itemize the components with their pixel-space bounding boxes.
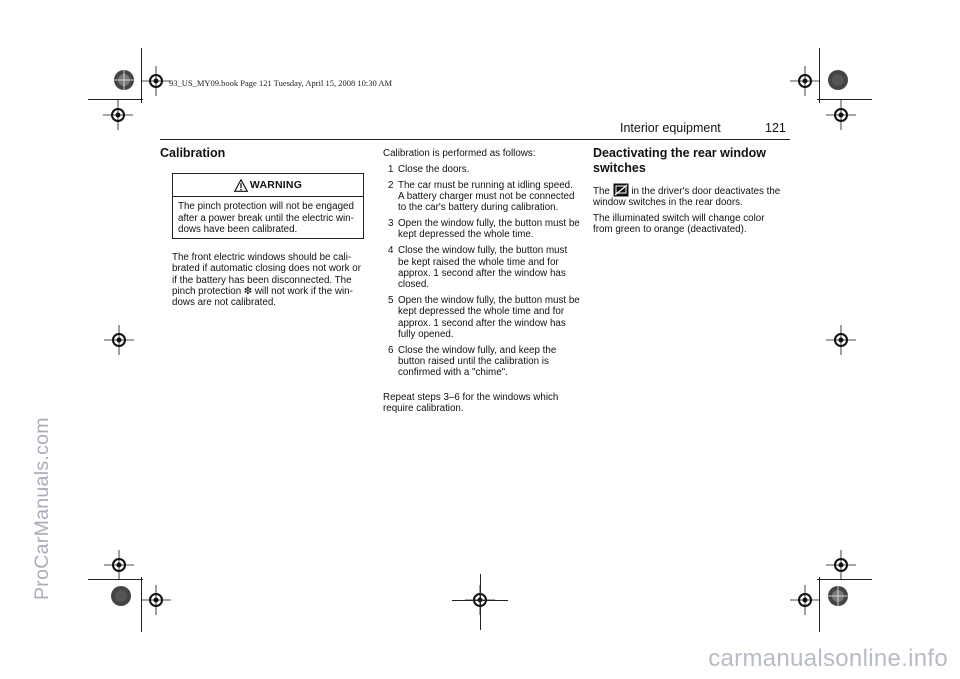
registration-target-icon xyxy=(826,550,856,580)
registration-target-icon xyxy=(141,66,171,96)
warning-header xyxy=(173,174,363,197)
list-item xyxy=(388,295,580,340)
registration-target-icon xyxy=(826,325,856,355)
step-text: Close the doors. xyxy=(398,164,470,175)
list-item xyxy=(388,180,580,214)
step-text: Close the window fully, and keep the button raised until the calibration is confirmed with a "chime". xyxy=(398,344,557,379)
book-meta: 93_US_MY09.book Page 121 Tuesday, April 15, 2008 10:30 AM xyxy=(169,78,393,88)
step-number: 6 xyxy=(388,344,394,356)
pinch-protection-icon: ❇ xyxy=(243,285,253,297)
paragraph-text: The front electric windows should be cali-brated if automatic closing does not work or if the battery has been disconnected. The pinch protection xyxy=(172,252,361,297)
step-number: 3 xyxy=(388,218,394,230)
step-text: Close the window fully, the button must be kept raised the whole time and for approx. 1 second after the window has closed. xyxy=(398,245,568,291)
calibration-paragraph xyxy=(172,252,367,308)
warning-triangle-icon xyxy=(234,179,248,192)
step-number: 5 xyxy=(388,294,394,306)
paragraph-text: will not work if the win-dows are not calibrated. xyxy=(172,285,353,309)
registration-target-icon xyxy=(790,585,820,615)
rear-switch-paragraph-2: The illuminated switch will change color from green to orange (deactivated). xyxy=(593,213,765,236)
step-number: 2 xyxy=(388,179,394,191)
registration-target-icon xyxy=(141,585,171,615)
calibration-title: Calibration xyxy=(160,146,226,160)
step-text: Open the window fully, the button must be kept depressed the whole time. xyxy=(398,218,580,241)
warning-box xyxy=(172,173,364,239)
header-rule xyxy=(160,139,790,140)
calibration-steps xyxy=(388,164,580,383)
paragraph-text: in the driver's door deactivates the window switches in the rear doors. xyxy=(593,186,781,209)
warning-label: WARNING xyxy=(249,179,303,191)
registration-target-filled-icon xyxy=(107,582,135,610)
list-item xyxy=(388,345,580,379)
registration-target-icon xyxy=(826,100,856,130)
rear-switch-paragraph xyxy=(593,183,788,209)
rear-switch-title: Deactivating the rear window switches xyxy=(593,146,766,175)
list-item xyxy=(388,218,580,241)
section-header: Interior equipment xyxy=(620,121,721,135)
step-text: The car must be running at idling speed. A battery charger must not be connected to the car's battery during calibration. xyxy=(398,179,575,214)
step-text: Open the window fully, the button must be kept depressed the whole time and for approx. 1 second after the window has fully opened. xyxy=(398,294,580,340)
watermark-left: ProCarManuals.com xyxy=(31,417,53,600)
step-number: 1 xyxy=(388,164,394,175)
registration-target-filled-icon xyxy=(824,66,852,94)
registration-target-icon xyxy=(104,325,134,355)
registration-target-icon xyxy=(104,550,134,580)
list-item xyxy=(388,245,580,290)
page-number: 121 xyxy=(765,121,786,135)
calibration-outro: Repeat steps 3–6 for the windows which require calibration. xyxy=(383,392,559,415)
paragraph-text: The xyxy=(593,186,613,197)
watermark-bottom: carmanualsonline.info xyxy=(708,645,948,672)
warning-text: The pinch protection will not be engaged after a power break until the electric win-dows have been calibrated. xyxy=(178,201,354,235)
list-item xyxy=(388,164,580,175)
calibration-intro: Calibration is performed as follows: xyxy=(383,148,536,159)
window-lock-switch-icon xyxy=(613,183,629,197)
registration-target-icon xyxy=(790,66,820,96)
step-number: 4 xyxy=(388,245,394,257)
registration-target-filled-icon xyxy=(110,66,138,94)
crop-mark xyxy=(480,574,481,630)
registration-target-icon xyxy=(103,100,133,130)
registration-target-filled-icon xyxy=(824,582,852,610)
